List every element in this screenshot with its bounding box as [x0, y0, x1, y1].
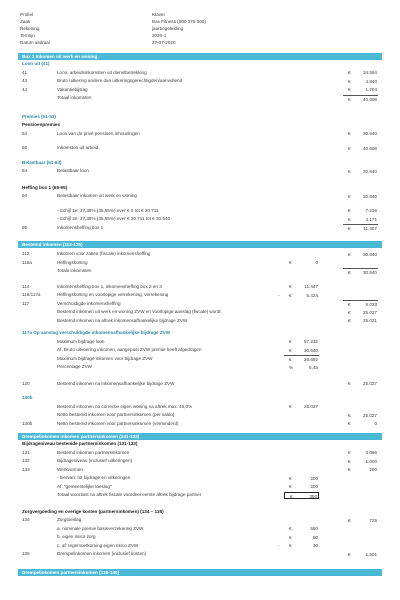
right-amount: 40.608	[362, 145, 377, 151]
meta-value: jaarbegeleiding	[152, 26, 184, 31]
mid-amount: 590	[310, 526, 318, 532]
right-amount-cell	[343, 69, 378, 76]
right-amount-cell	[343, 466, 378, 473]
meta-value: Bax Fitness (000 275 500)	[152, 19, 206, 24]
block-heading: 117a Op aanslag verschuldigde inkomensafhankelijke bijdrage ZVW	[22, 330, 171, 335]
row-label: Totaal woonlast na aftrek fiscale voordeel eerste aftrek bijdrage partner	[57, 492, 202, 497]
row-label: Totale inkomsten	[57, 268, 92, 273]
right-currency-symbol: €	[348, 309, 351, 315]
table-row	[0, 363, 400, 372]
report-block	[0, 144, 400, 153]
right-currency-symbol: €	[348, 208, 351, 214]
row-label: Inkomensheffing box 1	[57, 224, 104, 230]
right-amount-cell	[343, 317, 378, 324]
block-subheading-row	[0, 121, 400, 130]
right-amount: 25.027	[362, 381, 377, 387]
meta-value: 2020-1	[152, 33, 167, 38]
block-heading: Loon uit (41)	[22, 61, 50, 66]
block-subheading: Bijdrageniveau bestemde partnersinkomen (131-133)	[22, 441, 138, 446]
report-block	[0, 380, 400, 389]
row-code: 41	[22, 69, 28, 75]
right-amount: 725	[369, 517, 377, 523]
right-currency-symbol: €	[348, 87, 351, 93]
block-subheading: Heffing box 1 (65-95)	[22, 184, 68, 190]
table-row	[0, 533, 400, 542]
table-row	[0, 457, 400, 466]
mid-currency-symbol: €	[289, 475, 292, 481]
report-block	[0, 329, 400, 372]
right-amount-cell	[343, 86, 378, 93]
block-subheading-row	[0, 184, 400, 193]
mid-currency-symbol: €	[289, 357, 292, 363]
section-bar: Bestemd inkomen (112-125)	[18, 241, 382, 248]
right-currency-symbol: €	[348, 269, 351, 275]
right-amount: 200	[369, 467, 377, 473]
right-currency-symbol: €	[348, 193, 351, 199]
row-label: Loon, arbeidsinkomsten uit dienstbetrekking	[57, 69, 147, 75]
mid-currency-symbol: €	[289, 347, 292, 353]
block-heading-row	[0, 60, 400, 69]
right-amount: 0	[374, 421, 377, 427]
right-amount-cell	[343, 78, 378, 85]
mid-amount-cell	[284, 347, 319, 354]
table-row	[0, 338, 400, 347]
row-label: Vakantiebijslag	[57, 86, 88, 92]
header-meta	[0, 11, 400, 46]
table-row	[0, 250, 400, 259]
row-code: 116a	[22, 259, 32, 265]
mid-currency-symbol: €	[289, 534, 292, 540]
right-amount-cell	[343, 517, 378, 524]
right-amount: 30.540	[362, 269, 377, 275]
meta-row	[0, 25, 400, 32]
mid-amount-cell	[278, 292, 319, 299]
right-currency-symbol: €	[348, 517, 351, 523]
table-row	[0, 474, 400, 483]
table-row	[0, 167, 400, 176]
row-code: 131	[22, 449, 30, 455]
mid-currency-symbol: €	[289, 260, 292, 266]
right-currency-symbol: €	[348, 145, 351, 151]
table-row	[0, 380, 400, 389]
mid-amount-cell	[284, 283, 319, 290]
row-label: Netto bestemd inkomen voor partnersinkomen (per saldo)	[57, 412, 175, 417]
right-amount: 25.027	[362, 412, 377, 418]
right-currency-symbol: €	[348, 318, 351, 324]
row-label: - Schijf 1e: 37,35% (35,65%) over € 0 tot € 20.711	[57, 207, 159, 213]
right-currency-symbol: €	[348, 96, 351, 102]
report-block	[0, 207, 400, 233]
mid-amount: 30	[312, 543, 318, 549]
row-label: Bruto uitkering andere dan uitkeringsgerechtigden/aanvullend	[57, 78, 183, 83]
mid-amount: 26.692	[303, 357, 318, 363]
mid-amount: 200	[310, 475, 318, 481]
row-label: Maximum bijdrage inkomen voor bijdrage ZVW	[57, 355, 153, 361]
mid-currency-symbol: €	[289, 543, 292, 549]
table-row	[0, 69, 400, 78]
row-label: Maximum bijdrage loon	[57, 338, 105, 344]
table-row	[0, 411, 400, 420]
right-amount: 11.407	[363, 226, 377, 232]
section-bar: Drempelinkomen inkomen partnersinkomen (131-133)	[18, 433, 382, 440]
meta-label: Profiel	[20, 12, 34, 17]
right-currency-symbol: €	[348, 412, 351, 418]
row-label: - hiervan: tot bijdrage en uitkeringen	[57, 475, 131, 480]
right-amount-cell	[343, 216, 378, 223]
mid-amount: 30.540	[303, 347, 318, 353]
right-amount-cell	[343, 251, 378, 258]
right-amount-cell	[343, 224, 378, 231]
right-currency-symbol: €	[348, 421, 351, 427]
right-amount-cell	[343, 300, 378, 307]
mid-amount: 5,45	[309, 364, 318, 370]
right-currency-symbol: €	[348, 302, 351, 308]
right-amount: 7.236	[365, 208, 377, 214]
right-amount: 25.027	[362, 309, 377, 315]
row-label: Heffingskorting en voorlopige verrekening, verrekening	[57, 292, 169, 297]
block-heading-row	[0, 159, 400, 168]
mid-currency-symbol: €	[289, 404, 292, 410]
right-amount-cell	[343, 168, 378, 175]
right-currency-symbol: €	[348, 168, 351, 174]
report-block	[0, 60, 400, 103]
mid-amount: 5.424	[306, 292, 318, 298]
row-code: 54	[22, 130, 28, 136]
table-row	[0, 542, 400, 551]
mid-unit-symbol: %	[289, 364, 294, 370]
table-row	[0, 420, 400, 429]
right-amount-cell	[343, 309, 378, 316]
mid-amount-cell	[284, 492, 319, 499]
mid-currency-symbol: €	[290, 493, 293, 499]
report-block	[0, 394, 400, 428]
row-label: Bestemd inkomen uit werk en woning ZVW en voorlopige aanslag (fiscale) wordt	[57, 309, 221, 314]
row-label: - Schijf 2e: 37,35% (35,65%) over € 20.711 tot € 30.540	[57, 216, 171, 221]
mid-amount: 25.027	[303, 404, 318, 410]
meta-value: Klaver	[152, 12, 166, 17]
row-code: 132	[22, 458, 30, 463]
row-code: 43	[22, 78, 28, 83]
block-heading: 130b	[22, 395, 33, 400]
table-row	[0, 77, 400, 86]
table-row	[0, 308, 400, 317]
row-label: Werkvormen	[57, 466, 83, 472]
right-amount-cell	[343, 268, 378, 275]
table-row	[0, 525, 400, 534]
right-amount-cell	[343, 412, 378, 419]
right-amount-cell	[343, 420, 378, 427]
row-label: Verschuldigde inkomensheffing	[57, 300, 121, 306]
report-block	[0, 508, 400, 559]
right-currency-symbol: €	[348, 78, 351, 84]
report-block	[0, 113, 400, 139]
row-code: 130b	[22, 420, 33, 426]
table-row	[0, 215, 400, 224]
right-amount: 25.021	[362, 318, 377, 324]
right-amount: 34.564	[362, 70, 377, 76]
table-row	[0, 346, 400, 355]
mid-amount-cell	[284, 259, 319, 266]
block-heading: Premies (51-53)	[22, 113, 56, 119]
row-label: Bestemd inkomen partnersinkomen	[57, 449, 130, 455]
mid-sign: -	[278, 292, 280, 298]
row-label: Af: Bruto uitvoering inkomen, aangepast ZVW premie heeft afgedragen	[57, 347, 202, 352]
right-amount-cell	[343, 95, 378, 102]
row-label: Percentage ZVW	[57, 364, 92, 369]
table-row	[0, 291, 400, 300]
right-currency-symbol: €	[348, 458, 351, 464]
row-label: Inkomsten uit arbeid	[57, 145, 99, 150]
table-row	[0, 94, 400, 103]
right-amount: 30.540	[362, 193, 377, 199]
mid-amount: 0	[315, 260, 318, 266]
mid-amount-cell	[284, 483, 319, 490]
table-row	[0, 144, 400, 153]
row-label: Af: "gemeentelijke toeslag"	[57, 483, 112, 489]
right-amount: 1.204	[365, 87, 377, 93]
row-code: 94	[22, 193, 28, 198]
table-row	[0, 86, 400, 95]
right-currency-symbol: €	[348, 131, 351, 137]
meta-row	[0, 32, 400, 39]
meta-row	[0, 11, 400, 18]
row-code: 134	[22, 517, 30, 522]
report-block	[0, 250, 400, 276]
right-amount-cell	[343, 145, 378, 152]
right-amount-cell	[343, 193, 378, 200]
mid-currency-symbol: €	[289, 526, 292, 532]
right-currency-symbol: €	[348, 216, 351, 222]
mid-currency-symbol: €	[289, 292, 292, 298]
mid-currency-symbol: €	[289, 484, 292, 490]
row-label: Inkomensheffing box 1, inkomensheffing box 2 en 3	[57, 283, 162, 289]
right-amount: 30.540	[362, 168, 377, 174]
right-amount-cell	[343, 207, 378, 214]
section-bar: Drempelinkomen partnersinkomen (136-140)	[18, 569, 382, 576]
row-label: Belastbaar loon	[57, 168, 89, 173]
right-currency-symbol: €	[348, 226, 351, 232]
mid-currency-symbol: €	[289, 339, 292, 345]
table-row	[0, 449, 400, 458]
right-amount-cell	[343, 458, 378, 465]
block-subheading-row	[0, 440, 400, 449]
row-code: 56	[22, 145, 28, 150]
meta-value: 27-07-2020	[152, 40, 176, 45]
right-amount: 30.540	[362, 251, 377, 257]
row-label: Drempelinkomen inkomen (inclusief kosten)	[57, 551, 147, 556]
table-row	[0, 483, 400, 492]
mid-amount: 200	[310, 484, 318, 490]
row-label: Bijdrageniveau (inclusief uitkeringen)	[57, 458, 133, 463]
table-row	[0, 300, 400, 309]
table-row	[0, 403, 400, 412]
mid-amount: 50	[312, 534, 318, 540]
section-bar: Box 1 Inkomen uit werk en woning	[18, 53, 382, 60]
meta-row	[0, 39, 400, 46]
report-block	[0, 184, 400, 201]
table-row	[0, 355, 400, 364]
row-code: 120	[22, 380, 30, 386]
meta-row	[0, 18, 400, 25]
row-code: 117	[22, 300, 30, 306]
table-row	[0, 283, 400, 292]
mid-amount: 350	[309, 493, 317, 499]
row-label: Loon van de privé pensioen inhoudingen	[57, 130, 140, 136]
table-row	[0, 466, 400, 475]
row-label: Inkomen voor zaken (fiscale) inkomensheffing	[57, 251, 151, 256]
mid-amount-cell	[284, 525, 319, 532]
right-amount: 6.023	[365, 302, 377, 308]
mid-amount-cell	[278, 542, 319, 549]
mid-amount-cell	[284, 534, 319, 541]
table-row	[0, 516, 400, 525]
row-label: Netto bestemd inkomen voor partnersinkomen (verminderd)	[57, 420, 179, 426]
right-amount: 3.096	[365, 450, 377, 456]
block-heading: Belastbaar (61-64)	[22, 159, 62, 165]
row-code: 133	[22, 466, 30, 472]
row-label: c. af: tegemoetkoming eigen risico ZVW	[57, 542, 139, 548]
block-heading-row	[0, 394, 400, 403]
row-label: a. nominale premie basisverzekering ZVW	[57, 525, 144, 531]
table-row	[0, 267, 400, 276]
row-label: Bestemd inkomen na inkomensafhankelijke bijdrage ZVW	[57, 380, 175, 386]
meta-label: Termijn	[20, 33, 35, 38]
right-amount: 30.540	[362, 131, 377, 137]
mid-amount-cell	[284, 338, 319, 345]
mid-amount-cell	[284, 355, 319, 362]
report-block	[0, 283, 400, 326]
mid-amount: 57.232	[303, 339, 318, 345]
block-subheading: Zorgvergoeding en overige kosten (partnersinkomen) (134 – 135)	[22, 508, 164, 514]
report-block	[0, 440, 400, 500]
right-amount-cell	[343, 449, 378, 456]
right-amount: 1.000	[365, 458, 377, 464]
right-amount: 4.171	[365, 216, 377, 222]
mid-sign: -	[278, 543, 280, 549]
right-currency-symbol: €	[348, 251, 351, 257]
row-label: Heffingskorting	[57, 259, 88, 265]
mid-amount-cell	[284, 475, 319, 482]
row-label: Totaal inkomsten	[57, 95, 92, 100]
block-subheading-row	[0, 508, 400, 517]
row-label: Zorgtoeslag	[57, 517, 82, 522]
row-code: 95	[22, 224, 28, 230]
block-heading-row	[0, 113, 400, 122]
report-sheet	[0, 53, 400, 576]
row-code: 116/117a	[22, 292, 41, 297]
mid-amount-cell	[284, 403, 319, 410]
mid-amount: 11.447	[304, 284, 318, 290]
meta-label: Zaak	[20, 19, 31, 24]
meta-label: Datum uitdraai	[20, 40, 50, 45]
row-code: 135	[22, 551, 30, 556]
table-row	[0, 491, 400, 500]
table-row	[0, 192, 400, 201]
right-amount-cell	[343, 380, 378, 387]
table-row	[0, 224, 400, 233]
right-amount-cell	[343, 551, 378, 558]
right-currency-symbol: €	[348, 450, 351, 456]
report-block	[0, 159, 400, 176]
row-label: Belastbaar inkomen uit werk en woning	[57, 193, 137, 198]
table-row	[0, 130, 400, 139]
right-currency-symbol: €	[348, 551, 351, 557]
right-currency-symbol: €	[348, 70, 351, 76]
right-amount: 40.608	[362, 96, 377, 102]
row-label: Bestemd inkomen na aftrek inkomensafhankelijke bijdrage ZVW	[57, 317, 188, 323]
mid-amount-cell	[284, 364, 319, 371]
right-amount: 1.501	[365, 551, 377, 557]
table-row	[0, 317, 400, 326]
row-code: 44	[22, 86, 28, 92]
block-subheading: Pensioenpremies	[22, 122, 61, 127]
mid-currency-symbol: €	[289, 284, 292, 290]
table-row	[0, 259, 400, 268]
meta-label: Rekening	[20, 26, 40, 31]
right-amount-cell	[343, 130, 378, 137]
table-row	[0, 550, 400, 559]
row-code: 64	[22, 168, 28, 173]
row-code: 114	[22, 283, 30, 289]
block-heading-row	[0, 329, 400, 338]
right-currency-symbol: €	[348, 467, 351, 473]
row-code: 112	[22, 251, 30, 256]
table-row	[0, 207, 400, 216]
right-amount: 4.840	[365, 78, 377, 84]
right-currency-symbol: €	[348, 381, 351, 387]
row-label: b. eigen risico zorg	[57, 534, 96, 539]
row-label: Bestemd inkomen na correctie eigen woning na aftrek max. 46,0%	[57, 403, 193, 409]
